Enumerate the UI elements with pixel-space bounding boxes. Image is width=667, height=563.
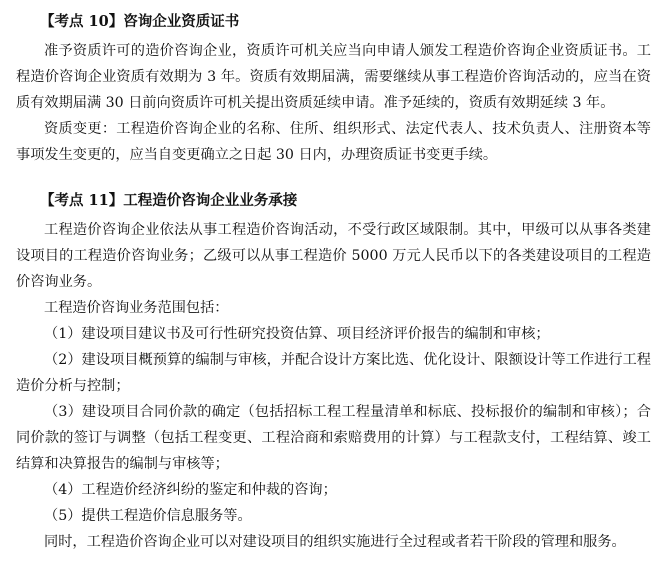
- list-item: （5）提供工程造价信息服务等。: [44, 508, 252, 524]
- section-heading: 【考点 11】工程造价咨询企业业务承接: [40, 192, 298, 209]
- section-gap: [16, 168, 651, 184]
- section-business-undertaking: [16, 190, 651, 555]
- list-item: （4）工程造价经济纠纷的鉴定和仲裁的咨询；: [44, 482, 337, 498]
- paragraph: 工程造价咨询业务范围包括：: [44, 300, 229, 316]
- paragraph: 工程造价咨询企业依法从事工程造价咨询活动，不受行政区域限制。其中，甲级可以从事各类建设项目的工程造价咨询业务；乙级可以从事工程造价 5000 万元人民币以下的各类建设项目的工程造价咨询业务。: [16, 222, 651, 290]
- list-item: （3）建设项目合同价款的确定（包括招标工程工程量清单和标底、投标报价的编制和审核）；合同价款的签订与调整（包括工程变更、工程洽商和索赔费用的计算）与工程款支付，工程结算、竣工结算和决算报告的编制与审核等；: [16, 404, 651, 472]
- section-heading: 【考点 10】咨询企业资质证书: [40, 13, 240, 30]
- paragraph: 同时，工程造价咨询企业可以对建设项目的组织实施进行全过程或者若干阶段的管理和服务。: [44, 534, 626, 550]
- paragraph: 准予资质许可的造价咨询企业，资质许可机关应当向申请人颁发工程造价咨询企业资质证书。工程造价咨询企业资质有效期为 3 年。资质有效期届满，需要继续从事工程造价咨询活动的，应当在资质有效期届满 30 日前向资质许可机关提出资质延续申请。准予延续的，资质有效期延续 3 年。: [16, 43, 651, 111]
- section-qualification-certificate: [16, 11, 651, 168]
- paragraph: 资质变更：工程造价咨询企业的名称、住所、组织形式、法定代表人、技术负责人、注册资本等事项发生变更的，应当自变更确立之日起 30 日内，办理资质证书变更手续。: [16, 121, 651, 163]
- list-item: （2）建设项目概预算的编制与审核，并配合设计方案比选、优化设计、限额设计等工作进行工程造价分析与控制；: [16, 352, 651, 394]
- list-item: （1）建设项目建议书及可行性研究投资估算、项目经济评价报告的编制和审核；: [44, 326, 550, 342]
